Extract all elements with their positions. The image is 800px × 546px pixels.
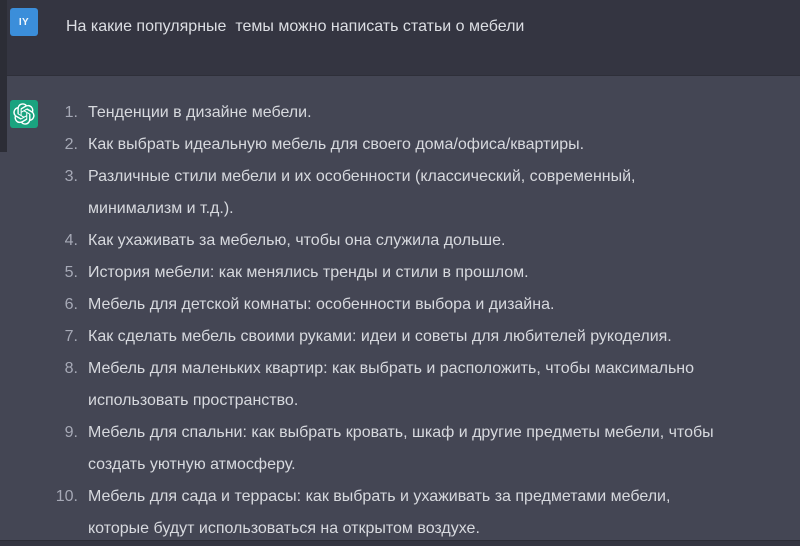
list-item-text [88, 481, 670, 545]
list-item-number: 1. [64, 104, 78, 121]
list-item-line: История мебели: как менялись тренды и стили в прошлом. [88, 264, 529, 281]
list-item [0, 161, 794, 225]
user-message-row [0, 0, 800, 76]
list-item-text [88, 257, 529, 289]
list-item-line: которые будут использоваться на открытом воздухе. [88, 520, 480, 537]
list-item [0, 289, 794, 321]
list-item-text [88, 353, 694, 417]
bottom-row-strip [0, 540, 800, 546]
list-item-line: Как выбрать идеальную мебель для своего дома/офиса/квартиры. [88, 136, 585, 153]
list-item [0, 97, 794, 129]
list-item-text [88, 289, 554, 321]
list-item [0, 417, 794, 481]
user-message-text: На какие популярные темы можно написать статьи о мебели [66, 18, 525, 35]
list-item-line: Мебель для спальни: как выбрать кровать, шкаф и другие предметы мебели, чтобы [88, 424, 714, 441]
list-item-line: создать уютную атмосферу. [88, 456, 296, 473]
list-item-line: Мебель для сада и террасы: как выбрать и ухаживать за предметами мебели, [88, 488, 671, 505]
list-item-line: Мебель для детской комнаты: особенности выбора и дизайна. [88, 296, 555, 313]
user-avatar [10, 8, 38, 36]
list-item [0, 353, 794, 417]
list-item [0, 129, 794, 161]
list-item-number: 7. [64, 328, 78, 345]
list-item [0, 225, 794, 257]
list-item-number: 8. [64, 360, 78, 377]
list-item-line: Как сделать мебель своими руками: идеи и советы для любителей рукоделия. [88, 328, 672, 345]
list-item-line: Мебель для маленьких квартир: как выбрать и расположить, чтобы максимально [88, 360, 695, 377]
list-item-text [88, 225, 505, 257]
list-item [0, 321, 794, 353]
list-item-number: 2. [64, 136, 78, 153]
list-item-text [88, 97, 312, 129]
list-item-line: Различные стили мебели и их особенности (классический, современный, [88, 168, 636, 185]
list-item-line: минимализм и т.д.). [88, 200, 234, 217]
list-item-number: 3. [64, 168, 78, 185]
list-item-number: 6. [64, 296, 78, 313]
list-item-text [88, 417, 714, 481]
list-item-number: 5. [64, 264, 78, 281]
assistant-message-row [0, 76, 800, 540]
list-item-number: 9. [64, 424, 78, 441]
topic-list [0, 97, 794, 545]
list-item-line: Как ухаживать за мебелью, чтобы она служила дольше. [88, 232, 506, 249]
list-item-line: Тенденции в дизайне мебели. [88, 104, 312, 121]
list-item-line: использовать пространство. [88, 392, 299, 409]
list-item-number: 4. [64, 232, 78, 249]
list-item-text [88, 161, 636, 225]
list-item-number: 10. [55, 488, 78, 505]
list-item-text [88, 321, 672, 353]
left-edge-strip [0, 0, 7, 152]
user-avatar-initials: IY [18, 16, 30, 28]
list-item-text [88, 129, 584, 161]
list-item [0, 481, 794, 545]
list-item [0, 257, 794, 289]
